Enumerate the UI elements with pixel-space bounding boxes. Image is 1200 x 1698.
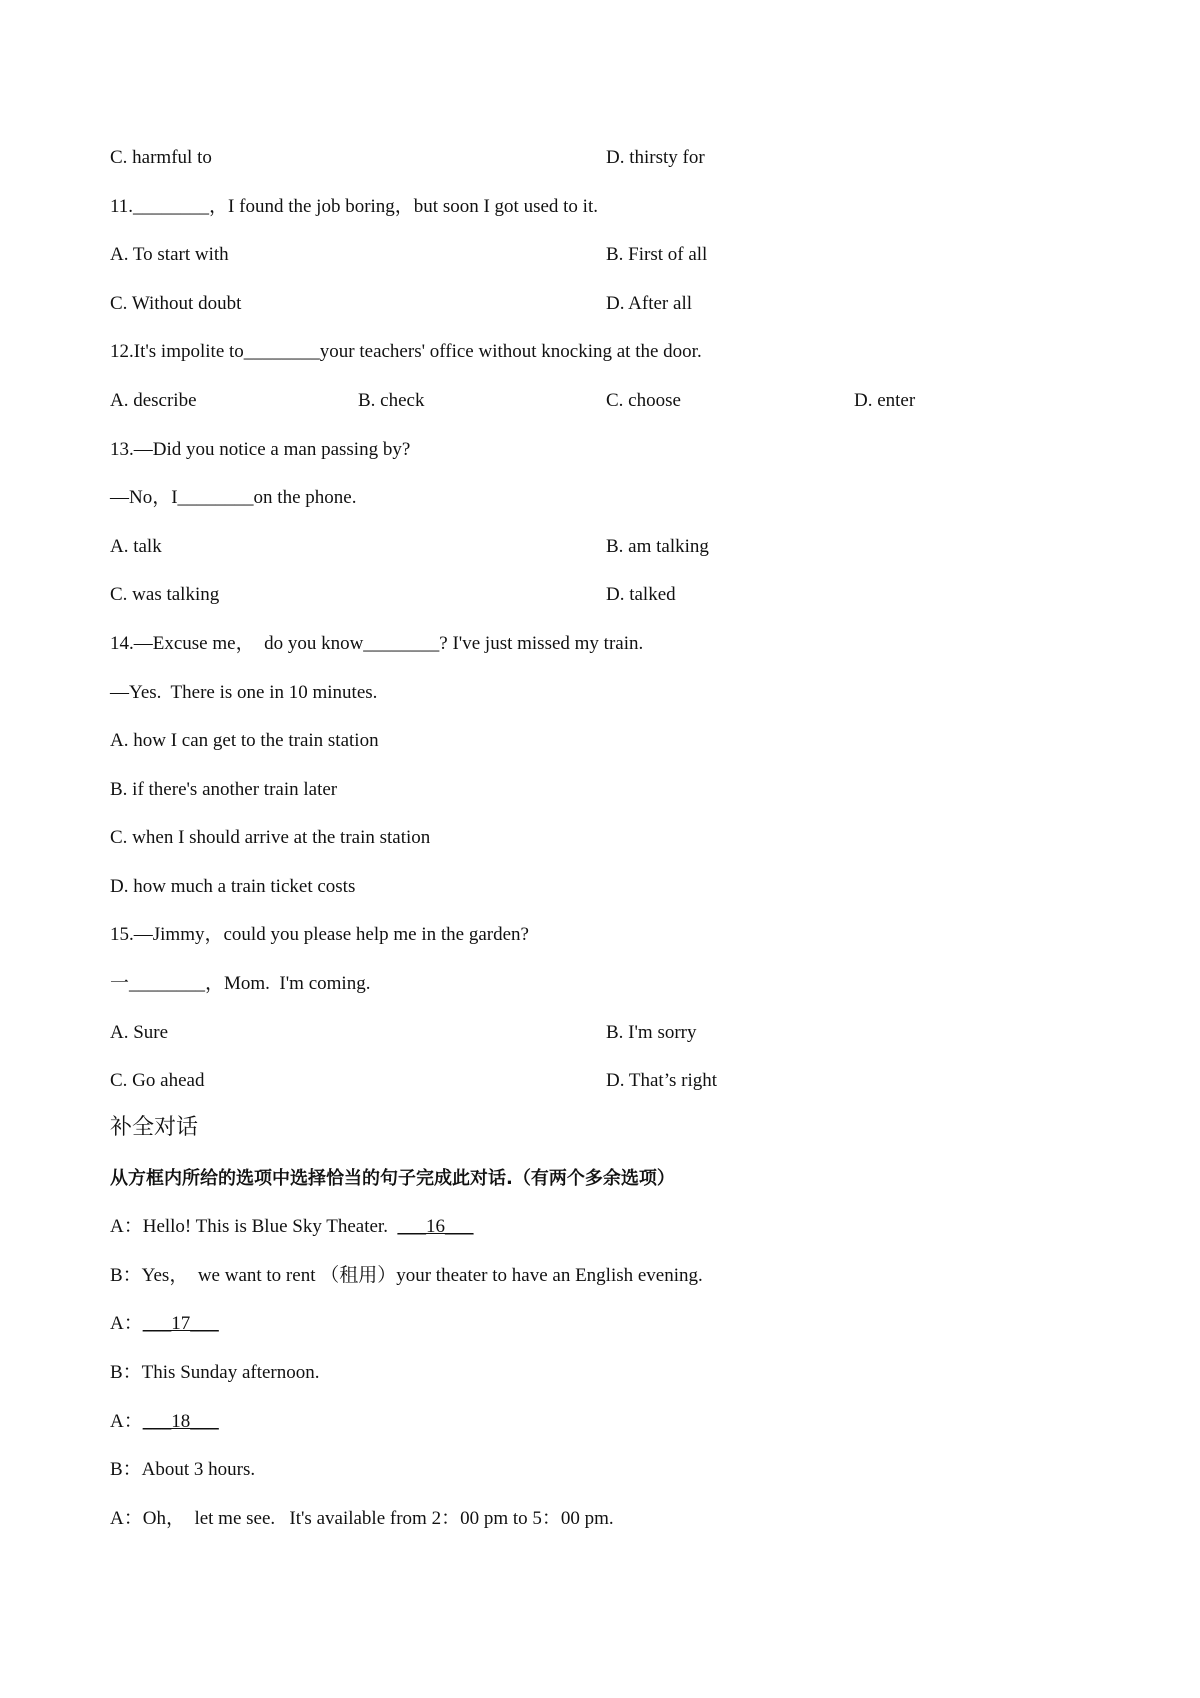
q13-option-b: B. am talking <box>606 536 709 557</box>
q13-reply: —No，I________on the phone. <box>110 487 357 508</box>
dialogue-line-5-text: A： <box>110 1411 143 1432</box>
dialogue-line-2: B：Yes， we want to rent （租用）your theater to have an English evening. <box>110 1265 703 1286</box>
blank-17[interactable]: ___17___ <box>142 1313 219 1334</box>
q13-option-c: C. was talking <box>110 584 220 605</box>
q11-option-a: A. To start with <box>110 244 229 265</box>
dialogue-line-4: B：This Sunday afternoon. <box>110 1362 320 1383</box>
dialogue-line-3-text: A： <box>110 1313 143 1334</box>
q13-option-d: D. talked <box>606 584 676 605</box>
q12-option-c: C. choose <box>606 390 681 411</box>
dialogue-line-7: A：Oh， let me see. It's available from 2：00 pm to 5：00 pm. <box>110 1508 614 1529</box>
q11-option-b: B. First of all <box>606 244 708 265</box>
blank-18[interactable]: ___18___ <box>142 1411 219 1432</box>
q11-option-d: D. After all <box>606 293 693 314</box>
q12-option-d: D. enter <box>854 390 916 411</box>
q14-reply: —Yes. There is one in 10 minutes. <box>110 682 378 703</box>
blank-16[interactable]: ___16___ <box>397 1216 474 1237</box>
q12-option-b: B. check <box>358 390 425 411</box>
q11-stem: 11.________，I found the job boring，but soon I got used to it. <box>110 196 598 217</box>
q15-reply: 一________，Mom. I'm coming. <box>110 973 371 994</box>
dialogue-line-6: B：About 3 hours. <box>110 1459 256 1480</box>
q14-option-a: A. how I can get to the train station <box>110 730 379 751</box>
q12-stem: 12.It's impolite to________your teachers' office without knocking at the door. <box>110 341 702 362</box>
q10-option-d: D. thirsty for <box>606 147 705 168</box>
q14-option-b: B. if there's another train later <box>110 779 338 800</box>
section-instruction: 从方框内所给的选项中选择恰当的句子完成此对话.（有两个多余选项） <box>110 1168 675 1189</box>
q15-option-b: B. I'm sorry <box>606 1022 697 1043</box>
q14-option-d: D. how much a train ticket costs <box>110 876 356 897</box>
q12-option-a: A. describe <box>110 390 197 411</box>
q15-option-c: C. Go ahead <box>110 1070 205 1091</box>
dialogue-line-5 <box>110 1410 219 1434</box>
q11-option-c: C. Without doubt <box>110 293 242 314</box>
q14-stem: 14.—Excuse me， do you know________? I've just missed my train. <box>110 633 644 654</box>
q10-option-c: C. harmful to <box>110 147 212 168</box>
q13-option-a: A. talk <box>110 536 162 557</box>
q15-option-a: A. Sure <box>110 1022 169 1043</box>
q15-option-d: D. That’s right <box>606 1070 718 1091</box>
section-heading: 补全对话 <box>110 1115 199 1140</box>
q14-option-c: C. when I should arrive at the train station <box>110 827 431 848</box>
dialogue-line-1-text: A：Hello! This is Blue Sky Theater. <box>110 1216 398 1237</box>
dialogue-line-3 <box>110 1312 219 1336</box>
q15-stem: 15.—Jimmy，could you please help me in the garden? <box>110 924 529 945</box>
dialogue-line-1 <box>110 1215 473 1239</box>
q13-stem: 13.—Did you notice a man passing by? <box>110 439 411 460</box>
